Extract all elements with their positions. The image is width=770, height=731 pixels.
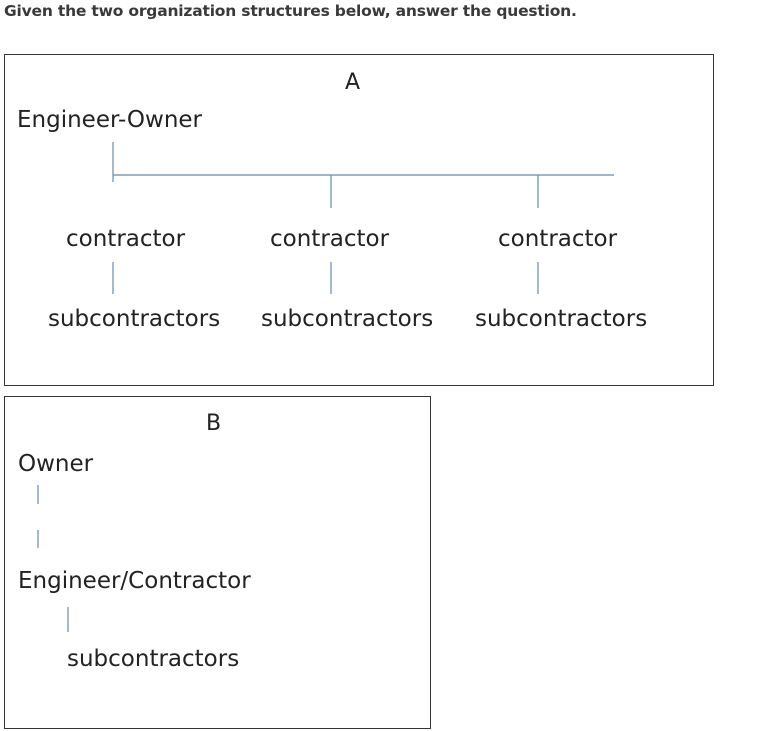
a-subcontractors-3-label: subcontractors <box>475 306 648 332</box>
a-subcontractors-2-label: subcontractors <box>261 306 434 332</box>
a-subcontractors-1-label: subcontractors <box>48 306 221 332</box>
structure-a-panel <box>4 54 714 386</box>
a-contractor-1-label: contractor <box>66 226 186 252</box>
structure-b-title: B <box>206 411 222 436</box>
structure-b-panel <box>4 396 431 729</box>
b-subcontractors-label: subcontractors <box>67 646 240 672</box>
a-contractor-2-label: contractor <box>270 226 390 252</box>
b-engineer-contractor-label: Engineer/Contractor <box>18 568 251 594</box>
a-engineer-owner-label: Engineer-Owner <box>17 107 202 133</box>
structure-a-title: A <box>345 70 361 95</box>
a-contractor-3-label: contractor <box>498 226 618 252</box>
b-owner-label: Owner <box>18 451 94 477</box>
question-text: Given the two organization structures below, answer the question. <box>4 2 577 20</box>
